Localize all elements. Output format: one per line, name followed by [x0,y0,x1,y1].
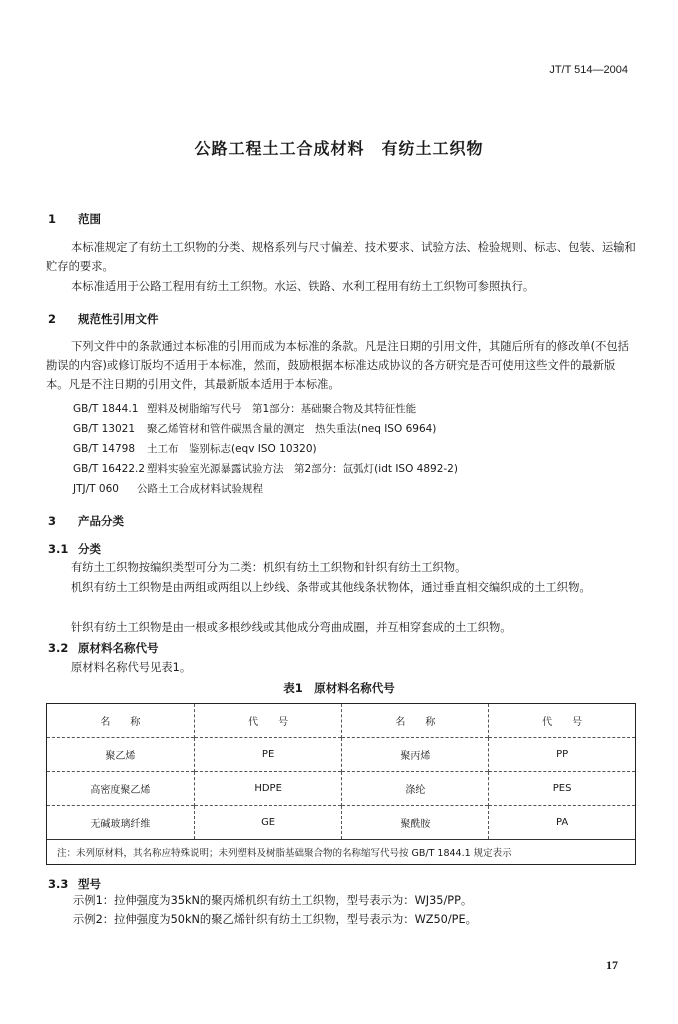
table-cell: GE [194,806,342,840]
page-number: 17 [606,958,618,972]
section-title: 产品分类 [78,514,124,528]
reference-item [73,421,436,436]
table-row [47,806,636,840]
reference-title: 塑料及树脂缩写代号 第1部分：基础聚合物及其特征性能 [147,403,417,415]
section-number: 2 [48,312,57,326]
subsection-3-1-paragraph-1: 有纺土工织物按编织类型可分为二类：机织有纺土工织物和针织有纺土工织物。 [71,561,467,574]
subsection-3-1-heading [48,541,101,557]
table-header-row [47,704,636,738]
reference-code: JTJ/T 060 [73,483,119,495]
section-1-heading [48,211,101,227]
reference-item [73,401,416,416]
table-note: 注：未列原材料，其名称应特殊说明；未列塑料及树脂基础聚合物的名称缩写代号按 GB/T 1844.1 规定表示 [47,840,636,865]
subsection-title: 原材料名称代号 [78,641,159,655]
table-cell: 聚丙烯 [342,738,489,772]
subsection-number: 3.1 [48,542,69,556]
header-cell: 代 号 [194,704,342,738]
section-title: 规范性引用文件 [78,312,159,326]
subsection-title: 分类 [78,542,101,556]
material-code-table [46,703,636,865]
table-cell: 聚乙烯 [47,738,195,772]
reference-code: GB/T 1844.1 [73,403,139,415]
section-1-paragraph-1: 本标准规定了有纺土工织物的分类、规格系列与尺寸偏差、技术要求、试验方法、检验规则、标志、包装、运输和贮存的要求。 [46,241,636,273]
table-caption: 表1 原材料名称代号 [283,681,395,695]
reference-title: 塑料实验室光源暴露试验方法 第2部分：氙弧灯(idt ISO 4892-2) [147,463,458,475]
example-2: 示例2：拉伸强度为50kN的聚乙烯针织有纺土工织物，型号表示为：WZ50/PE。 [73,913,477,926]
subsection-3-1-paragraph-3: 针织有纺土工织物是由一根或多根纱线或其他成分弯曲成圈，并互相穿套成的土工织物。 [71,621,512,634]
section-number: 1 [48,212,57,226]
section-1-paragraph-2: 本标准适用于公路工程用有纺土工织物。水运、铁路、水利工程用有纺土工织物可参照执行。 [71,280,535,293]
subsection-number: 3.2 [48,641,69,655]
table-note-row [47,840,636,865]
reference-title: 聚乙烯管材和管件碳黑含量的测定 热失重法(neq ISO 6964) [147,423,437,435]
reference-code: GB/T 16422.2 [73,463,146,475]
section-3-heading [48,513,124,529]
header-cell: 代 号 [489,704,636,738]
table-cell: 高密度聚乙烯 [47,772,195,806]
subsection-number: 3.3 [48,877,69,891]
reference-item [73,481,263,496]
subsection-3-3-heading [48,876,101,892]
table-cell: PE [194,738,342,772]
reference-item [73,461,458,476]
table-row [47,738,636,772]
page-title: 公路工程土工合成材料 有纺土工织物 [194,139,484,158]
reference-title: 土工布 鉴别标志(eqv ISO 10320) [147,443,317,455]
table-cell: PA [489,806,636,840]
standard-code: JT/T 514—2004 [549,64,628,76]
table-cell: 无碱玻璃纤维 [47,806,195,840]
subsection-3-2-heading [48,640,159,656]
section-2-paragraph-1: 下列文件中的条款通过本标准的引用而成为本标准的条款。凡是注日期的引用文件，其随后所有的修改单(不包括勘误的内容)或修订版均不适用于本标准，然而，鼓励根据本标准达成协议的各方研究是否可使用这些文件的最新版本。凡是不注日期的引用文件，其最新版本适用于本标准。 [46,340,629,391]
subsection-3-1-paragraph-2: 机织有纺土工织物是由两组或两组以上纱线、条带或其他线条状物体，通过垂直相交编织成的土工织物。 [71,581,591,594]
subsection-title: 型号 [78,877,101,891]
reference-item [73,441,317,456]
section-number: 3 [48,514,57,528]
header-cell: 名 称 [47,704,195,738]
section-title: 范围 [78,212,101,226]
reference-title: 公路土工合成材料试验规程 [137,483,263,495]
table-cell: PES [489,772,636,806]
subsection-3-2-paragraph-1: 原材料名称代号见表1。 [71,661,192,674]
table-cell: PP [489,738,636,772]
table-cell: 聚酰胺 [342,806,489,840]
table-row [47,772,636,806]
reference-code: GB/T 14798 [73,443,136,455]
section-2-heading [48,311,159,327]
reference-code: GB/T 13021 [73,423,136,435]
header-cell: 名 称 [342,704,489,738]
table-cell: 涤纶 [342,772,489,806]
table-cell: HDPE [194,772,342,806]
example-1: 示例1：拉伸强度为35kN的聚丙烯机织有纺土工织物，型号表示为：WJ35/PP。 [73,894,473,907]
